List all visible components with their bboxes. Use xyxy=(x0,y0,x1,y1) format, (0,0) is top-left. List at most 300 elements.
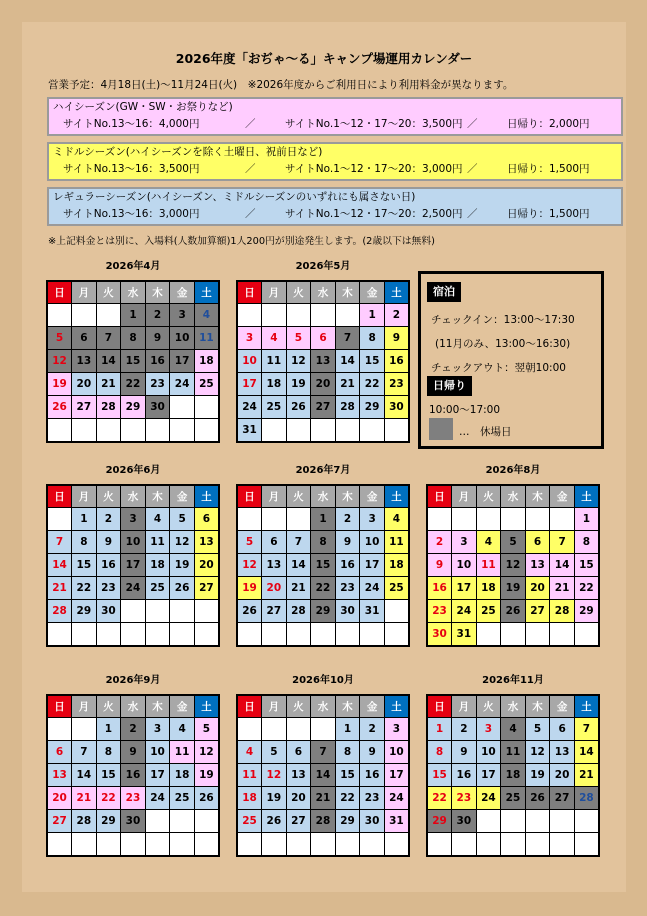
day-cell: 1 xyxy=(96,718,121,741)
day-cell: 22 xyxy=(72,577,97,600)
week-row xyxy=(427,810,599,833)
weekday-header: 水 xyxy=(121,281,146,304)
day-cell: 30 xyxy=(335,600,360,623)
day-cell: 10 xyxy=(452,554,477,577)
day-cell: 6 xyxy=(47,741,72,764)
day-cell: 22 xyxy=(121,373,146,396)
separator: ／ xyxy=(467,208,478,220)
week-row xyxy=(47,350,219,373)
day-cell xyxy=(550,623,575,647)
day-cell: 23 xyxy=(427,600,452,623)
day-cell xyxy=(384,623,409,647)
day-cell xyxy=(47,419,72,443)
weekday-header: 金 xyxy=(360,281,385,304)
day-cell: 24 xyxy=(384,787,409,810)
week-row xyxy=(237,554,409,577)
day-cell xyxy=(335,304,360,327)
day-cell xyxy=(452,833,477,857)
day-cell: 9 xyxy=(335,531,360,554)
day-cell: 1 xyxy=(427,718,452,741)
day-cell xyxy=(237,833,262,857)
day-cell: 13 xyxy=(47,764,72,787)
day-cell: 10 xyxy=(476,741,501,764)
day-cell: 13 xyxy=(194,531,219,554)
weekday-header: 月 xyxy=(72,695,97,718)
entrance-fee-note: ※上記料金とは別に、入場料(人数加算額)1人200円が別途発生します。(2歳以下は無料) xyxy=(48,236,435,247)
day-cell: 13 xyxy=(550,741,575,764)
week-row xyxy=(47,373,219,396)
day-cell: 8 xyxy=(574,531,599,554)
day-cell: 12 xyxy=(286,350,311,373)
day-cell xyxy=(476,623,501,647)
week-row xyxy=(427,577,599,600)
day-cell: 18 xyxy=(476,577,501,600)
day-cell xyxy=(427,833,452,857)
day-cell: 22 xyxy=(96,787,121,810)
day-cell xyxy=(360,833,385,857)
day-cell: 1 xyxy=(574,508,599,531)
day-cell: 20 xyxy=(72,373,97,396)
weekday-header: 木 xyxy=(335,281,360,304)
day-cell: 18 xyxy=(145,554,170,577)
day-cell: 14 xyxy=(96,350,121,373)
day-cell: 29 xyxy=(72,600,97,623)
weekday-header: 月 xyxy=(262,695,287,718)
checkin-time: チェックイン：13:00～17:30 xyxy=(431,314,575,326)
day-cell: 10 xyxy=(121,531,146,554)
day-cell: 13 xyxy=(311,350,336,373)
day-cell xyxy=(194,396,219,419)
day-cell: 21 xyxy=(72,787,97,810)
day-cell: 26 xyxy=(262,810,287,833)
day-cell: 20 xyxy=(47,787,72,810)
season-high-box xyxy=(47,97,623,136)
day-cell xyxy=(335,833,360,857)
day-cell xyxy=(194,419,219,443)
day-cell: 26 xyxy=(194,787,219,810)
day-cell: 31 xyxy=(384,810,409,833)
day-cell: 11 xyxy=(384,531,409,554)
day-cell: 23 xyxy=(360,787,385,810)
weekday-header: 水 xyxy=(501,485,526,508)
day-cell: 18 xyxy=(194,350,219,373)
day-cell: 8 xyxy=(311,531,336,554)
weekday-header: 火 xyxy=(96,695,121,718)
day-cell: 3 xyxy=(170,304,195,327)
month-calendar xyxy=(236,674,410,857)
day-cell: 21 xyxy=(47,577,72,600)
weekday-header: 木 xyxy=(335,485,360,508)
weekday-header: 月 xyxy=(452,485,477,508)
day-cell xyxy=(452,508,477,531)
day-cell: 13 xyxy=(262,554,287,577)
day-cell xyxy=(237,508,262,531)
week-row xyxy=(237,327,409,350)
day-cell: 27 xyxy=(72,396,97,419)
week-row xyxy=(237,396,409,419)
day-cell: 1 xyxy=(72,508,97,531)
week-row xyxy=(47,327,219,350)
day-cell xyxy=(262,304,287,327)
day-cell: 5 xyxy=(237,531,262,554)
day-cell: 19 xyxy=(47,373,72,396)
weekday-header: 金 xyxy=(170,695,195,718)
day-cell: 8 xyxy=(121,327,146,350)
day-cell xyxy=(335,419,360,443)
day-cell: 18 xyxy=(501,764,526,787)
weekday-header: 日 xyxy=(47,281,72,304)
month-table xyxy=(426,484,600,647)
month-table xyxy=(46,484,220,647)
weekday-header: 水 xyxy=(121,485,146,508)
week-row xyxy=(47,577,219,600)
day-cell: 10 xyxy=(170,327,195,350)
day-cell: 16 xyxy=(145,350,170,373)
day-cell: 2 xyxy=(427,531,452,554)
day-cell: 22 xyxy=(360,373,385,396)
week-row xyxy=(237,787,409,810)
week-row xyxy=(237,304,409,327)
season-regular-name: レギュラーシーズン(ハイシーズン、ミドルシーズンのいずれにも属さない日) xyxy=(53,191,416,203)
day-cell: 29 xyxy=(121,396,146,419)
day-cell xyxy=(574,623,599,647)
day-cell: 10 xyxy=(145,741,170,764)
day-cell: 5 xyxy=(194,718,219,741)
day-cell: 26 xyxy=(47,396,72,419)
day-cell: 11 xyxy=(501,741,526,764)
season-high-day: 日帰り：2,000円 xyxy=(507,118,590,130)
day-cell: 6 xyxy=(286,741,311,764)
day-cell: 18 xyxy=(384,554,409,577)
week-row xyxy=(237,373,409,396)
day-cell xyxy=(427,508,452,531)
day-cell: 11 xyxy=(194,327,219,350)
weekday-header: 土 xyxy=(194,695,219,718)
day-cell: 8 xyxy=(96,741,121,764)
day-cell xyxy=(145,623,170,647)
day-cell xyxy=(170,623,195,647)
day-cell: 25 xyxy=(237,810,262,833)
day-cell: 5 xyxy=(262,741,287,764)
day-cell: 21 xyxy=(574,764,599,787)
weekday-header: 日 xyxy=(47,485,72,508)
weekday-header: 火 xyxy=(96,485,121,508)
day-cell xyxy=(550,833,575,857)
week-row xyxy=(427,554,599,577)
month-title: 2026年4月 xyxy=(105,261,161,272)
season-regular-day: 日帰り：1,500円 xyxy=(507,208,590,220)
day-cell xyxy=(237,623,262,647)
season-mid-price-a: サイトNo.13～16：3,500円 xyxy=(63,163,200,175)
day-cell: 15 xyxy=(96,764,121,787)
week-row xyxy=(237,623,409,647)
day-cell: 26 xyxy=(286,396,311,419)
day-cell xyxy=(96,419,121,443)
day-cell xyxy=(262,508,287,531)
week-row xyxy=(427,623,599,647)
month-title: 2026年7月 xyxy=(295,465,351,476)
separator: ／ xyxy=(467,163,478,175)
weekday-header: 土 xyxy=(194,485,219,508)
season-high-price-a: サイトNo.13～16：4,000円 xyxy=(63,118,200,130)
day-cell: 14 xyxy=(550,554,575,577)
day-cell: 4 xyxy=(262,327,287,350)
day-cell: 7 xyxy=(286,531,311,554)
weekday-header: 火 xyxy=(286,281,311,304)
month-calendar xyxy=(236,260,410,443)
day-cell: 7 xyxy=(335,327,360,350)
month-table xyxy=(46,694,220,857)
day-cell: 22 xyxy=(335,787,360,810)
month-title: 2026年11月 xyxy=(482,675,544,686)
weekday-header: 月 xyxy=(72,485,97,508)
day-cell: 14 xyxy=(335,350,360,373)
day-cell xyxy=(96,833,121,857)
day-cell xyxy=(525,623,550,647)
day-cell xyxy=(145,833,170,857)
season-mid-price-b: サイトNo.1～12・17～20：3,000円 xyxy=(285,163,463,175)
month-title: 2026年8月 xyxy=(485,465,541,476)
day-cell: 29 xyxy=(335,810,360,833)
weekday-header: 水 xyxy=(311,281,336,304)
calendar-sheet xyxy=(22,22,626,892)
day-cell xyxy=(501,833,526,857)
day-cell: 26 xyxy=(170,577,195,600)
weekday-header: 木 xyxy=(335,695,360,718)
day-cell: 23 xyxy=(452,787,477,810)
day-cell xyxy=(170,600,195,623)
day-cell xyxy=(96,304,121,327)
day-cell: 25 xyxy=(476,600,501,623)
day-cell xyxy=(237,718,262,741)
day-cell: 28 xyxy=(335,396,360,419)
day-cell: 15 xyxy=(427,764,452,787)
day-cell: 20 xyxy=(262,577,287,600)
weekday-header: 日 xyxy=(237,695,262,718)
day-cell xyxy=(72,623,97,647)
week-row xyxy=(427,741,599,764)
day-cell: 8 xyxy=(72,531,97,554)
day-cell: 12 xyxy=(47,350,72,373)
day-cell: 26 xyxy=(501,600,526,623)
day-cell: 1 xyxy=(311,508,336,531)
day-cell xyxy=(145,419,170,443)
week-row xyxy=(427,833,599,857)
day-cell: 25 xyxy=(145,577,170,600)
day-cell: 5 xyxy=(525,718,550,741)
day-cell: 2 xyxy=(360,718,385,741)
season-regular-price-b: サイトNo.1～12・17～20：2,500円 xyxy=(285,208,463,220)
season-high-name: ハイシーズン(GW・SW・お祭りなど) xyxy=(53,101,233,113)
day-cell: 6 xyxy=(194,508,219,531)
day-cell: 12 xyxy=(237,554,262,577)
day-cell: 23 xyxy=(335,577,360,600)
separator: ／ xyxy=(245,118,256,130)
day-cell: 13 xyxy=(286,764,311,787)
day-cell: 16 xyxy=(96,554,121,577)
weekday-header: 水 xyxy=(501,695,526,718)
month-title: 2026年9月 xyxy=(105,675,161,686)
day-cell: 28 xyxy=(574,787,599,810)
week-row xyxy=(237,419,409,443)
day-cell xyxy=(194,833,219,857)
day-cell xyxy=(121,419,146,443)
day-cell: 24 xyxy=(170,373,195,396)
page-title: 2026年度「おぢゃ～る」キャンプ場運用カレンダー xyxy=(175,51,473,66)
day-use-hours: 10:00～17:00 xyxy=(429,404,501,416)
day-cell xyxy=(286,623,311,647)
weekday-header: 金 xyxy=(360,485,385,508)
day-cell: 27 xyxy=(286,810,311,833)
week-row xyxy=(47,833,219,857)
week-row xyxy=(47,554,219,577)
day-cell xyxy=(384,419,409,443)
week-row xyxy=(47,764,219,787)
week-row xyxy=(47,787,219,810)
day-cell: 30 xyxy=(96,600,121,623)
day-cell: 10 xyxy=(384,741,409,764)
day-cell xyxy=(525,810,550,833)
day-cell: 28 xyxy=(96,396,121,419)
week-row xyxy=(237,577,409,600)
day-cell: 4 xyxy=(476,531,501,554)
day-cell: 27 xyxy=(550,787,575,810)
day-cell: 17 xyxy=(145,764,170,787)
day-cell: 12 xyxy=(501,554,526,577)
season-regular-box xyxy=(47,187,623,226)
weekday-header: 月 xyxy=(262,485,287,508)
day-cell: 31 xyxy=(360,600,385,623)
closed-day-label: … 休場日 xyxy=(459,426,512,438)
day-cell xyxy=(501,810,526,833)
weekday-header: 月 xyxy=(452,695,477,718)
weekday-header: 日 xyxy=(47,695,72,718)
day-cell: 9 xyxy=(96,531,121,554)
day-cell: 15 xyxy=(72,554,97,577)
day-cell: 26 xyxy=(237,600,262,623)
day-cell: 7 xyxy=(550,531,575,554)
day-cell xyxy=(72,718,97,741)
day-cell: 2 xyxy=(384,304,409,327)
day-cell: 23 xyxy=(145,373,170,396)
day-cell xyxy=(194,623,219,647)
day-cell: 11 xyxy=(170,741,195,764)
day-cell xyxy=(194,600,219,623)
weekday-header: 水 xyxy=(311,485,336,508)
day-cell: 12 xyxy=(525,741,550,764)
day-cell: 5 xyxy=(170,508,195,531)
day-cell: 7 xyxy=(311,741,336,764)
weekday-header: 金 xyxy=(170,281,195,304)
day-cell: 8 xyxy=(360,327,385,350)
day-cell: 20 xyxy=(550,764,575,787)
day-cell: 7 xyxy=(574,718,599,741)
day-cell: 19 xyxy=(262,787,287,810)
day-cell: 24 xyxy=(452,600,477,623)
day-cell xyxy=(262,718,287,741)
day-cell: 30 xyxy=(360,810,385,833)
day-cell: 7 xyxy=(72,741,97,764)
month-calendar xyxy=(426,674,600,857)
season-mid-name: ミドルシーズン(ハイシーズンを除く土曜日、祝前日など) xyxy=(53,146,323,158)
day-cell: 21 xyxy=(550,577,575,600)
day-cell: 22 xyxy=(311,577,336,600)
day-cell xyxy=(237,304,262,327)
day-cell: 5 xyxy=(47,327,72,350)
weekday-header: 日 xyxy=(427,695,452,718)
day-cell: 17 xyxy=(384,764,409,787)
day-cell xyxy=(311,623,336,647)
day-cell: 30 xyxy=(452,810,477,833)
day-cell: 3 xyxy=(360,508,385,531)
legend-box xyxy=(418,271,604,449)
day-cell: 4 xyxy=(194,304,219,327)
month-table xyxy=(236,280,410,443)
day-cell xyxy=(170,810,195,833)
day-cell: 20 xyxy=(311,373,336,396)
day-cell: 7 xyxy=(47,531,72,554)
week-row xyxy=(237,718,409,741)
day-cell: 15 xyxy=(121,350,146,373)
day-cell: 22 xyxy=(574,577,599,600)
day-cell: 15 xyxy=(574,554,599,577)
day-cell: 19 xyxy=(525,764,550,787)
day-cell: 3 xyxy=(121,508,146,531)
day-cell: 24 xyxy=(237,396,262,419)
day-cell: 11 xyxy=(145,531,170,554)
day-cell: 6 xyxy=(525,531,550,554)
day-cell xyxy=(47,623,72,647)
day-cell xyxy=(335,623,360,647)
day-cell: 6 xyxy=(550,718,575,741)
day-cell xyxy=(501,623,526,647)
day-cell: 6 xyxy=(72,327,97,350)
day-use-label: 日帰り xyxy=(427,376,472,396)
day-cell xyxy=(501,508,526,531)
day-cell: 2 xyxy=(145,304,170,327)
day-cell xyxy=(286,508,311,531)
day-cell: 30 xyxy=(384,396,409,419)
day-cell xyxy=(550,810,575,833)
separator: ／ xyxy=(467,118,478,130)
day-cell xyxy=(311,419,336,443)
day-cell: 29 xyxy=(311,600,336,623)
day-cell xyxy=(47,508,72,531)
month-calendar xyxy=(236,464,410,647)
month-table xyxy=(236,484,410,647)
month-table xyxy=(46,280,220,443)
day-cell: 12 xyxy=(194,741,219,764)
day-cell: 17 xyxy=(237,373,262,396)
day-cell xyxy=(360,419,385,443)
day-cell: 28 xyxy=(286,600,311,623)
day-cell: 2 xyxy=(96,508,121,531)
week-row xyxy=(427,764,599,787)
day-cell: 21 xyxy=(96,373,121,396)
day-cell: 17 xyxy=(476,764,501,787)
day-cell xyxy=(384,600,409,623)
day-cell: 9 xyxy=(121,741,146,764)
month-calendar xyxy=(46,260,220,443)
weekday-header: 日 xyxy=(237,485,262,508)
weekday-header: 火 xyxy=(286,485,311,508)
operating-period: 営業予定：4月18日(土)～11月24日(火) ※2026年度からご利用日により利用料金が異なります。 xyxy=(48,79,514,91)
day-cell: 10 xyxy=(360,531,385,554)
week-row xyxy=(237,600,409,623)
day-cell: 9 xyxy=(427,554,452,577)
month-calendar xyxy=(46,674,220,857)
day-cell: 7 xyxy=(96,327,121,350)
